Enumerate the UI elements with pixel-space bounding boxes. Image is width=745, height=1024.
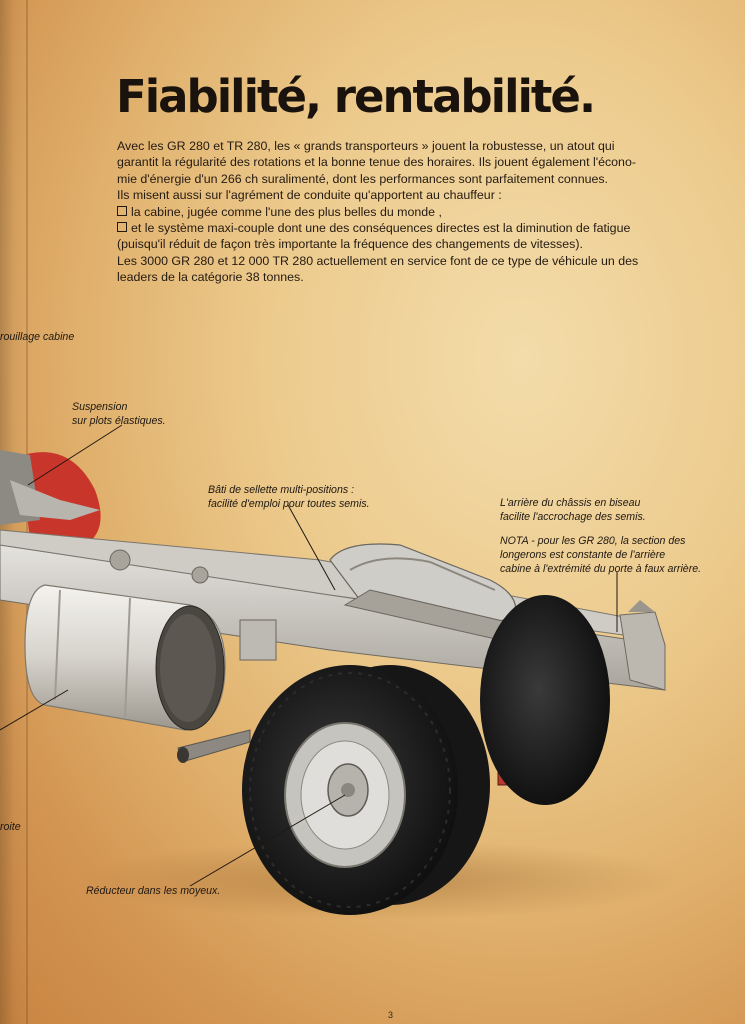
caption-line: Bâti de sellette multi-positions : xyxy=(208,484,355,496)
exhaust-outlet xyxy=(177,747,189,763)
caption-line: longerons est constante de l'arrière xyxy=(500,549,666,561)
caption-droite: roite xyxy=(0,821,21,833)
caption-line: facilité d'emploi pour toutes semis. xyxy=(208,498,370,510)
body-line: mie d'énergie d'un 266 ch suralimenté, dont les performances sont parfaitement connues. xyxy=(117,171,609,186)
caption-line: sur plots élastiques. xyxy=(72,415,166,427)
body-line: Avec les GR 280 et TR 280, les « grands transporteurs » jouent la robustesse, un atout qui xyxy=(117,139,615,153)
fuel-tank-cap xyxy=(160,614,216,722)
bullet-text: la cabine, jugée comme l'une des plus belles du monde , xyxy=(131,204,442,219)
caption-line: Suspension xyxy=(72,401,128,413)
caption-arriere xyxy=(500,496,646,524)
caption-reducteur: Réducteur dans les moyeux. xyxy=(86,885,221,897)
inner-wheel xyxy=(480,595,610,805)
hub-cap xyxy=(341,783,355,797)
caption-nota xyxy=(500,534,701,576)
body-line: leaders de la catégorie 38 tonnes. xyxy=(117,270,304,285)
valve-block xyxy=(240,620,276,660)
frame-fitting xyxy=(110,550,130,570)
caption-verrouillage: rouillage cabine xyxy=(0,331,75,343)
caption-suspension xyxy=(72,400,166,428)
exhaust-pipe xyxy=(178,730,250,762)
caption-line: NOTA - pour les GR 280, la section des xyxy=(500,535,686,547)
body-line: garantit la régularité des rotations et la bonne tenue des horaires. Ils jouent également l'écono- xyxy=(117,155,636,170)
body-line: Ils misent aussi sur l'agrément de conduite qu'apportent au chauffeur : xyxy=(117,188,502,203)
caption-line: facilite l'accrochage des semis. xyxy=(500,511,646,523)
bullet-text: et le système maxi-couple dont une des conséquences directes est la diminution de fatigue xyxy=(131,221,631,236)
body-line: Les 3000 GR 280 et 12 000 TR 280 actuellement en service font de ce type de véhicule un des xyxy=(117,253,639,268)
page-number: 3 xyxy=(388,1010,394,1020)
page-title: Fiabilité, rentabilité. xyxy=(116,70,595,123)
caption-sellette xyxy=(208,483,370,511)
caption-line: L'arrière du châssis en biseau xyxy=(500,497,641,509)
rear-bracket xyxy=(628,600,655,612)
frame-fitting xyxy=(192,567,208,583)
caption-line: cabine à l'extrémité du porte à faux arrière. xyxy=(500,563,702,575)
body-line: (puisqu'il réduit de façon très importante la fréquence des changements de vitesses). xyxy=(117,237,583,252)
